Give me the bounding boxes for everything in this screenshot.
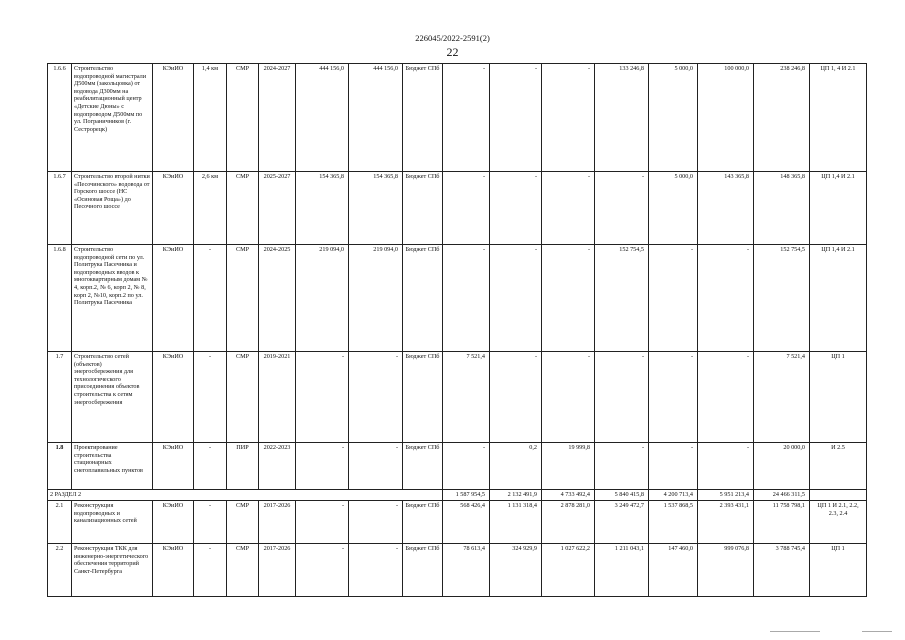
item-name-cell: Проектирование строительства стационарных снегоплавильных пунктов: [72, 443, 153, 490]
year-2022-cell: -: [595, 172, 649, 245]
table-row: [48, 64, 867, 172]
page-number: 22: [446, 45, 459, 59]
section-total-cell: 2 132 491,9: [490, 490, 542, 501]
total-financing-cell: 7 521,4: [754, 352, 810, 443]
total-financing-cell: 152 754,5: [754, 245, 810, 352]
item-number-cell: 1.7: [48, 352, 72, 443]
length-cell: -: [194, 544, 227, 597]
year-2020-cell: 0,2: [490, 443, 542, 490]
document-registration-number: 226045/2022-2591(2): [415, 33, 490, 43]
period-cell: 2024-2025: [259, 245, 296, 352]
executor-cell: КЭиИО: [153, 245, 194, 352]
work-type-cell: ПИР: [227, 443, 259, 490]
table-row: [48, 352, 867, 443]
year-2024-cell: 2 393 431,1: [698, 501, 754, 544]
year-2020-cell: -: [490, 172, 542, 245]
executor-cell: КЭиИО: [153, 501, 194, 544]
year-2023-cell: -: [649, 245, 698, 352]
total-financing-cell: 148 365,8: [754, 172, 810, 245]
year-2020-cell: -: [490, 352, 542, 443]
year-2024-cell: -: [698, 245, 754, 352]
year-2020-cell: 1 131 318,4: [490, 501, 542, 544]
section-total-cell: 4 733 492,4: [542, 490, 595, 501]
remaining-cost-cell: -: [349, 544, 403, 597]
executor-cell: КЭиИО: [153, 443, 194, 490]
executor-cell: КЭиИО: [153, 172, 194, 245]
year-2019-cell: -: [443, 172, 490, 245]
section-total-cell: 5 951 213,4: [698, 490, 754, 501]
item-name-cell: Строительство сетей (объектов) энергосбережения для технологического присоединения объектов строительства к сетям энергосбережения: [72, 352, 153, 443]
period-cell: 2025-2027: [259, 172, 296, 245]
item-number-cell: 1.6.7: [48, 172, 72, 245]
section-total-cell: [810, 490, 867, 501]
remaining-cost-cell: -: [349, 352, 403, 443]
year-2021-cell: -: [542, 64, 595, 172]
total-cost-cell: -: [296, 352, 349, 443]
page-edge-mark: [770, 631, 820, 632]
program-indicators-cell: ЦП 1,4 И 2.1: [810, 245, 867, 352]
year-2024-cell: 999 076,8: [698, 544, 754, 597]
year-2021-cell: -: [542, 352, 595, 443]
table-row: [48, 501, 867, 544]
executor-cell: КЭиИО: [153, 64, 194, 172]
year-2019-cell: -: [443, 64, 490, 172]
year-2022-cell: 3 249 472,7: [595, 501, 649, 544]
item-name-cell: Строительство водопроводной сети по ул. Политрука Пасечника и водопроводных вводов к многоквартирным домам № 4, корп.2, № 6, корп 2, № 8, корп 2, №10, корп.2 по ул. Политрука Пасечника: [72, 245, 153, 352]
remaining-cost-cell: 444 156,0: [349, 64, 403, 172]
work-type-cell: СМР: [227, 64, 259, 172]
remaining-cost-cell: -: [349, 443, 403, 490]
year-2021-cell: 2 878 281,0: [542, 501, 595, 544]
total-financing-cell: 11 758 798,1: [754, 501, 810, 544]
table-row: [48, 544, 867, 597]
year-2020-cell: -: [490, 245, 542, 352]
year-2019-cell: 568 426,4: [443, 501, 490, 544]
program-indicators-cell: ЦП 1 И 2.1, 2.2, 2.3, 2.4: [810, 501, 867, 544]
year-2021-cell: 19 999,8: [542, 443, 595, 490]
year-2022-cell: 152 754,5: [595, 245, 649, 352]
program-indicators-cell: ЦП 1, 4 И 2.1: [810, 64, 867, 172]
year-2022-cell: -: [595, 352, 649, 443]
page-edge-mark: [862, 631, 892, 632]
item-number-cell: 1.8: [48, 443, 72, 490]
section-total-cell: 4 200 713,4: [649, 490, 698, 501]
total-financing-cell: 3 788 745,4: [754, 544, 810, 597]
table-body: [48, 64, 867, 597]
item-name-cell: Реконструкция ТКК для инженерно-энергетического обеспечения территорий Санкт-Петербурга: [72, 544, 153, 597]
year-2022-cell: -: [595, 443, 649, 490]
year-2019-cell: -: [443, 443, 490, 490]
funding-source-cell: Бюджет СПб: [403, 64, 443, 172]
item-number-cell: 2.1: [48, 501, 72, 544]
program-indicators-cell: ЦП 1,4 И 2.1: [810, 172, 867, 245]
year-2021-cell: -: [542, 172, 595, 245]
funding-source-cell: Бюджет СПб: [403, 172, 443, 245]
period-cell: 2022-2023: [259, 443, 296, 490]
table-row: [48, 172, 867, 245]
remaining-cost-cell: -: [349, 501, 403, 544]
total-financing-cell: 20 000,0: [754, 443, 810, 490]
year-2023-cell: 147 460,0: [649, 544, 698, 597]
table-row: [48, 443, 867, 490]
period-cell: 2017-2026: [259, 544, 296, 597]
length-cell: -: [194, 443, 227, 490]
period-cell: 2017-2026: [259, 501, 296, 544]
year-2022-cell: 1 211 043,1: [595, 544, 649, 597]
length-cell: -: [194, 352, 227, 443]
section-total-cell: 1 587 954,5: [443, 490, 490, 501]
item-name-cell: Строительство водопроводной магистрали Д500мм (закольцовка) от водовода Д300мм на реабилитационный центр «Детские Дюны» с водопроводом Д500мм по ул. Пограничников (г. Сестрорецк): [72, 64, 153, 172]
length-cell: 1,4 км: [194, 64, 227, 172]
funding-source-cell: Бюджет СПб: [403, 352, 443, 443]
total-cost-cell: 154 365,8: [296, 172, 349, 245]
year-2020-cell: -: [490, 64, 542, 172]
year-2023-cell: -: [649, 443, 698, 490]
funding-source-cell: Бюджет СПб: [403, 443, 443, 490]
funding-source-cell: Бюджет СПб: [403, 245, 443, 352]
year-2022-cell: 133 246,8: [595, 64, 649, 172]
item-name-cell: Строительство второй нитки «Песочинского» водовода от Горского шоссе (НС «Осиновая Роща») до Песочного шоссе: [72, 172, 153, 245]
program-indicators-cell: ЦП 1: [810, 544, 867, 597]
year-2023-cell: 1 537 868,5: [649, 501, 698, 544]
section-total-cell: 24 466 311,5: [754, 490, 810, 501]
program-indicators-cell: ЦП 1: [810, 352, 867, 443]
investment-program-table: [47, 63, 867, 597]
year-2024-cell: 143 365,8: [698, 172, 754, 245]
year-2021-cell: 1 027 622,2: [542, 544, 595, 597]
year-2024-cell: -: [698, 352, 754, 443]
work-type-cell: СМР: [227, 245, 259, 352]
table-row: [48, 245, 867, 352]
remaining-cost-cell: 154 365,8: [349, 172, 403, 245]
year-2019-cell: 7 521,4: [443, 352, 490, 443]
work-type-cell: СМР: [227, 352, 259, 443]
work-type-cell: СМР: [227, 544, 259, 597]
item-number-cell: 2.2: [48, 544, 72, 597]
period-cell: 2019-2021: [259, 352, 296, 443]
item-name-cell: Реконструкция водопроводных и канализационных сетей: [72, 501, 153, 544]
length-cell: 2,6 км: [194, 172, 227, 245]
executor-cell: КЭиИО: [153, 544, 194, 597]
year-2020-cell: 324 929,9: [490, 544, 542, 597]
item-number-cell: 1.6.8: [48, 245, 72, 352]
total-cost-cell: -: [296, 544, 349, 597]
year-2019-cell: 78 613,4: [443, 544, 490, 597]
executor-cell: КЭиИО: [153, 352, 194, 443]
year-2024-cell: 100 000,0: [698, 64, 754, 172]
year-2024-cell: -: [698, 443, 754, 490]
total-cost-cell: -: [296, 443, 349, 490]
length-cell: -: [194, 501, 227, 544]
year-2023-cell: 5 000,0: [649, 64, 698, 172]
year-2019-cell: -: [443, 245, 490, 352]
section-total-cell: 5 840 415,8: [595, 490, 649, 501]
work-type-cell: СМР: [227, 501, 259, 544]
funding-source-cell: Бюджет СПб: [403, 544, 443, 597]
section-title: 2 РАЗДЕЛ 2: [48, 490, 443, 501]
length-cell: -: [194, 245, 227, 352]
work-type-cell: СМР: [227, 172, 259, 245]
year-2023-cell: 5 000,0: [649, 172, 698, 245]
total-cost-cell: 444 156,0: [296, 64, 349, 172]
funding-source-cell: Бюджет СПб: [403, 501, 443, 544]
total-financing-cell: 238 246,8: [754, 64, 810, 172]
year-2023-cell: -: [649, 352, 698, 443]
total-cost-cell: 219 094,0: [296, 245, 349, 352]
program-indicators-cell: И 2.5: [810, 443, 867, 490]
period-cell: 2024-2027: [259, 64, 296, 172]
year-2021-cell: -: [542, 245, 595, 352]
section-row: [48, 490, 867, 501]
total-cost-cell: -: [296, 501, 349, 544]
remaining-cost-cell: 219 094,0: [349, 245, 403, 352]
item-number-cell: 1.6.6: [48, 64, 72, 172]
